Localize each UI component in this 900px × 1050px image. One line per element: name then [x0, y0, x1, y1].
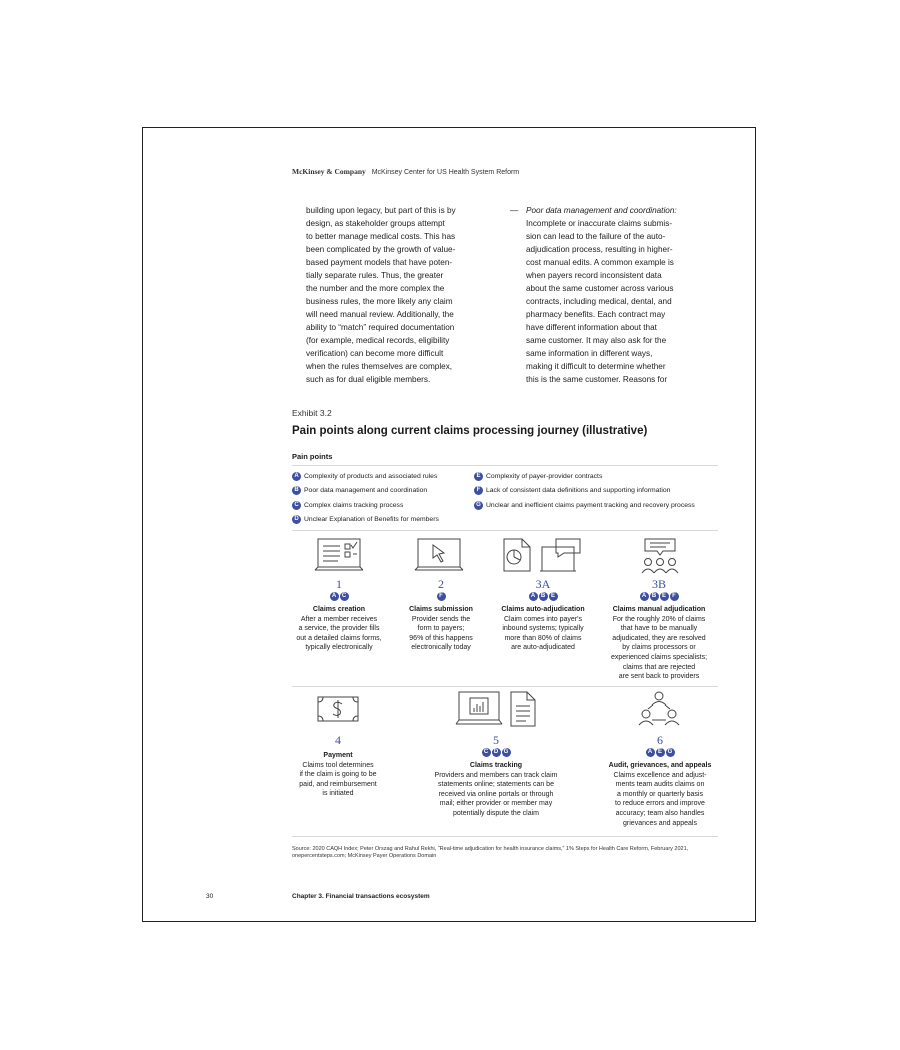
pain-point-g — [474, 501, 695, 510]
pain-point-text: Complexity of payer-provider contracts — [486, 473, 603, 480]
body-line: will need manual review. Additionally, the — [306, 310, 454, 319]
body-line: to better manage medical costs. This has — [306, 232, 456, 241]
body-line: pharmacy benefits. Each contract may — [526, 310, 666, 319]
body-line: this is the same customer. Reasons for — [526, 375, 668, 384]
step-line: electronically today — [411, 644, 471, 652]
step-3b — [598, 577, 720, 682]
badge-c: C — [292, 501, 301, 510]
step-line: Claims tool determines — [302, 761, 374, 769]
step-line: Providers and members can track claim — [434, 771, 558, 779]
body-left-column — [306, 204, 486, 386]
step-badges — [598, 748, 722, 759]
group-discussion-icon — [639, 537, 681, 575]
body-line: same customer. It may also ask for the — [526, 336, 667, 345]
pain-point-f — [474, 486, 670, 495]
step-title: Claims manual adjudication — [612, 606, 706, 613]
step-line: mail; either provider or member may — [439, 800, 553, 808]
step-badges — [487, 592, 599, 603]
badge-e: E — [660, 592, 669, 601]
step-line: by claims processors or — [622, 644, 696, 652]
step-line: are auto-adjudicated — [511, 644, 575, 652]
document-chart-chat-icon — [500, 537, 584, 575]
step-line: After a member receives — [300, 615, 378, 623]
bullet-heading: Poor data management and coordination: — [526, 206, 677, 215]
badge-b: B — [292, 486, 301, 495]
step-title: Audit, grievances, and appeals — [608, 762, 712, 769]
step-6 — [598, 733, 722, 828]
step-line: received via online portals or through — [438, 790, 554, 798]
body-line: when payers record inconsistent data — [526, 271, 662, 280]
body-line: have different information about that — [526, 323, 657, 332]
step-line: more than 80% of claims — [504, 634, 582, 642]
body-line: same information in different ways, — [526, 349, 653, 358]
step-number: 3A — [535, 577, 551, 591]
badge-c: C — [340, 592, 349, 601]
pain-point-text: Complex claims tracking process — [304, 502, 404, 509]
pain-point-text: Poor data management and coordination — [304, 487, 428, 494]
step-line: For the roughly 20% of claims — [612, 615, 706, 623]
body-line: about the same customer across various — [526, 284, 674, 293]
badge-g: G — [666, 748, 675, 757]
step-number: 5 — [493, 733, 499, 747]
body-line: Incomplete or inaccurate claims submis- — [526, 219, 673, 228]
badge-e: E — [549, 592, 558, 601]
step-line: if the claim is going to be — [299, 771, 377, 779]
step-line: claims that are rejected — [622, 663, 696, 671]
laptop-cursor-icon — [414, 537, 464, 575]
step-4 — [283, 733, 393, 799]
body-line: such as for dual eligible members. — [306, 375, 431, 384]
badge-a: A — [529, 592, 538, 601]
badge-b: B — [539, 592, 548, 601]
divider — [292, 686, 718, 687]
badge-e: E — [474, 472, 483, 481]
step-line: that have to be manually — [620, 625, 698, 633]
step-badges — [420, 748, 572, 759]
step-5 — [420, 733, 572, 819]
body-line: (for example, medical records, eligibility — [306, 336, 450, 345]
body-line: contracts, including medical, dental, and — [526, 297, 672, 306]
step-line: potentially dispute the claim — [453, 809, 539, 817]
body-line: design, as stakeholder groups attempt — [306, 219, 445, 228]
step-line: Claim comes into payer's — [504, 615, 582, 623]
body-line: building upon legacy, but part of this is by — [306, 206, 456, 215]
step-number: 1 — [336, 577, 342, 591]
body-line: adjudication process, resulting in higher- — [526, 245, 673, 254]
step-number: 3B — [651, 577, 666, 591]
pain-point-b — [292, 486, 427, 495]
step-2 — [390, 577, 492, 653]
badge-f: F — [437, 592, 446, 601]
step-badges — [390, 592, 492, 603]
body-line: ability to “match” required documentation — [306, 323, 455, 332]
step-line: typically electronically — [305, 644, 373, 652]
body-line: the number and the more complex the — [306, 284, 445, 293]
badge-d: D — [492, 748, 501, 757]
step-title: Payment — [323, 752, 353, 759]
chapter-footer: Chapter 3. Financial transactions ecosystem — [292, 893, 430, 900]
divider — [292, 465, 718, 466]
badge-d: D — [292, 515, 301, 524]
step-line: out a detailed claims forms, — [296, 634, 382, 642]
step-line: to reduce errors and improve — [615, 800, 705, 808]
step-line: ments team audits claims on — [615, 781, 705, 789]
step-line: grievances and appeals — [623, 819, 697, 827]
exhibit-label: Exhibit 3.2 — [292, 408, 332, 418]
pain-point-e — [474, 472, 602, 481]
body-line: verification) can become more difficult — [306, 349, 444, 358]
body-line: when the rules themselves are complex, — [306, 362, 453, 371]
step-line: accuracy; team also handles — [615, 809, 705, 817]
step-line: form to payers; — [417, 625, 465, 633]
pain-point-text: Unclear Explanation of Benefits for members — [304, 516, 439, 523]
badge-f: F — [474, 486, 483, 495]
step-badges — [283, 592, 395, 603]
badge-f: F — [670, 592, 679, 601]
running-header — [292, 167, 519, 176]
badge-a: A — [640, 592, 649, 601]
step-line: a monthly or quarterly basis — [617, 790, 703, 798]
badge-a: A — [292, 472, 301, 481]
pain-point-d — [292, 515, 439, 524]
divider — [292, 530, 718, 531]
body-line: been complicated by the growth of value- — [306, 245, 456, 254]
body-line: business rules, the more likely any claim — [306, 297, 453, 306]
body-line: making it difficult to determine whether — [526, 362, 666, 371]
step-line: adjudicated, they are resolved — [612, 634, 706, 642]
step-number: 2 — [438, 577, 444, 591]
badge-g: G — [474, 501, 483, 510]
cash-icon — [316, 693, 360, 725]
step-badges — [598, 592, 720, 603]
step-1 — [283, 577, 395, 653]
step-line: inbound systems; typically — [502, 625, 584, 633]
badge-a: A — [646, 748, 655, 757]
badge-g: G — [502, 748, 511, 757]
source-note: Source: 2020 CAQH Index; Peter Orszag and Rahul Rekhi, “Real-time adjudication for health insurance claims,” 1% Steps for Health Care Reform, February 2021, onepercentsteps.com; McKinsey Payer Operations Domain — [292, 846, 689, 859]
step-line: are sent back to providers — [618, 673, 700, 681]
step-line: is initiated — [322, 790, 354, 798]
pain-point-c — [292, 501, 403, 510]
step-line: 96% of this happens — [409, 634, 473, 642]
divider — [292, 836, 718, 837]
step-number: 6 — [657, 733, 663, 747]
pain-point-text: Complexity of products and associated rules — [304, 473, 438, 480]
badge-b: B — [650, 592, 659, 601]
step-title: Claims submission — [409, 606, 473, 613]
bullet-dash: — — [510, 206, 519, 215]
step-line: paid, and reimbursement — [299, 780, 377, 788]
team-audit-icon — [637, 690, 681, 730]
badge-a: A — [330, 592, 339, 601]
badge-c: C — [482, 748, 491, 757]
step-line: statements online; statements can be — [438, 781, 554, 789]
laptop-document-icon — [455, 690, 539, 730]
body-line: cost manual edits. A common example is — [526, 258, 674, 267]
brand-name: McKinsey & Company — [292, 167, 366, 176]
body-line: sion can lead to the failure of the auto- — [526, 232, 666, 241]
body-line: based payment models that have poten- — [306, 258, 453, 267]
pain-point-text: Unclear and inefficient claims payment tracking and recovery process — [486, 502, 695, 509]
step-line: Provider sends the — [411, 615, 471, 623]
page-number: 30 — [206, 893, 214, 900]
step-title: Claims tracking — [469, 762, 523, 769]
step-3a — [487, 577, 599, 653]
pain-point-text: Lack of consistent data definitions and supporting information — [486, 487, 671, 494]
laptop-form-icon — [314, 537, 364, 575]
step-line: a service, the provider fills — [298, 625, 380, 633]
pain-points-heading: Pain points — [292, 452, 333, 461]
exhibit-title: Pain points along current claims processing journey (illustrative) — [292, 425, 648, 437]
step-number: 4 — [335, 733, 341, 747]
step-title: Claims auto-adjudication — [501, 606, 585, 613]
pain-point-a — [292, 472, 437, 481]
step-title: Claims creation — [312, 606, 366, 613]
step-line: experienced claims specialists; — [610, 653, 708, 661]
badge-e: E — [656, 748, 665, 757]
header-center-name: McKinsey Center for US Health System Reform — [371, 169, 520, 176]
step-line: Claims excellence and adjust- — [613, 771, 707, 779]
body-right-column — [526, 204, 704, 386]
body-line: tially separate rules. Thus, the greater — [306, 271, 444, 280]
